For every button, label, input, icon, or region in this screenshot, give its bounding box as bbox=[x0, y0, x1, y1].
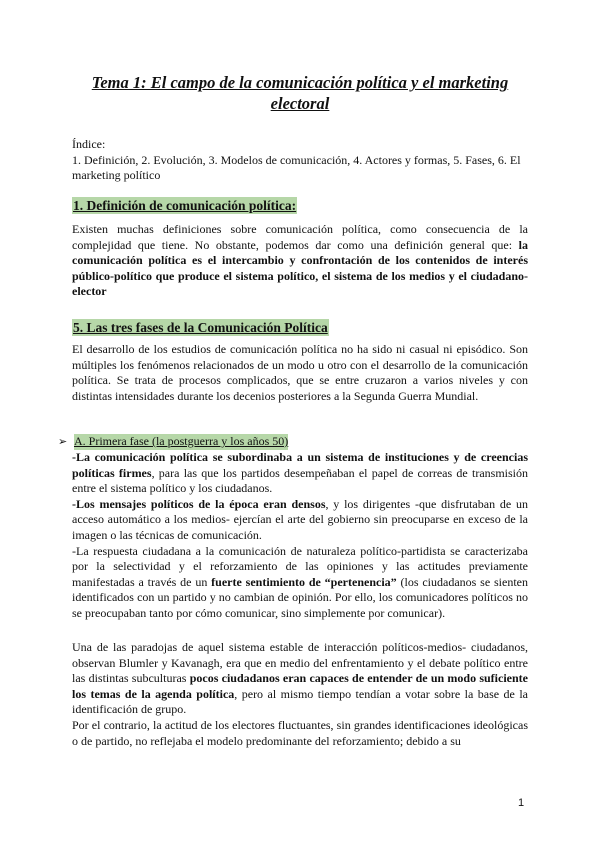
definition-bold: la comunicación política es el intercambio y confrontación de los contenidos de interés público-político que produce el sistema político, el sistema de los medios y el ciudadano-elector bbox=[72, 237, 528, 299]
page-number: 1 bbox=[518, 797, 525, 809]
paradojas-text-end: , pero al mismo tiempo tendían a votar sobre la base de la identificación de grupo. bbox=[72, 686, 528, 717]
fase-a-point-1-text: , para las que los partidos desempeñaban el papel de correas de transmisión entre el sistema político y los ciudadanos. bbox=[72, 465, 528, 496]
fase-a-body bbox=[72, 450, 528, 622]
fase-a-point-2 bbox=[72, 497, 528, 544]
definition-paragraph bbox=[72, 222, 528, 300]
fase-a-point-3 bbox=[72, 544, 528, 622]
fase-a-point-3-text-end: (los ciudadanos se sienten identificados con un partido y no cambian de opinión. Por ello, los comunicadores políticos no se preocupaban tanto por cómo comunicar, sino simplemente por comunicar). bbox=[72, 574, 528, 620]
section-heading-fases: 5. Las tres fases de la Comunicación Política bbox=[73, 320, 328, 335]
section-heading-definicion: 1. Definición de comunicación política: bbox=[73, 198, 297, 213]
contrario-paragraph: Por el contrario, la actitud de los electores fluctuantes, sin grandes identificaciones ideológicas o de partido, no reflejaba el modelo predominante del reforzamiento; debido a su bbox=[72, 718, 528, 748]
paradojas-paragraph bbox=[72, 640, 528, 718]
index-block bbox=[72, 137, 528, 184]
fase-a-point-3-text: -La respuesta ciudadana a la comunicación de naturaleza político-partidista se caracterizaba por la selectividad y el reforzamiento de las opiniones y las actitudes previamente manifestadas a través de un bbox=[72, 543, 528, 589]
fase-a-heading: A. Primera fase (la postguerra y los años 50) bbox=[74, 434, 289, 448]
fase-a-point-1 bbox=[72, 450, 528, 497]
paradojas-bold: pocos ciudadanos eran capaces de entender de un modo suficiente los temas de la agenda política bbox=[72, 671, 528, 701]
fase-a-point-2-bold: -Los mensajes políticos de la época eran densos bbox=[72, 496, 326, 511]
index-label: Índice: bbox=[72, 137, 106, 151]
index-text: 1. Definición, 2. Evolución, 3. Modelos de comunicación, 4. Actores y formas, 5. Fases, 6. El marketing político bbox=[72, 152, 521, 183]
document-title: Tema 1: El campo de la comunicación política y el marketing electoral bbox=[91, 73, 509, 113]
definition-text: Existen muchas definiciones sobre comunicación política, como consecuencia de la complejidad que tiene. No obstante, podemos dar como una definición general que: bbox=[72, 222, 528, 252]
fase-a-point-2-text: , y los dirigentes -que disfrutaban de un acceso automático a los medios- ejercían el arte del gobierno sin preocuparse en exceso de la imagen o las técnicas de comunicación. bbox=[72, 496, 528, 542]
paradojas-text: Una de las paradojas de aquel sistema estable de interacción políticos-medios- ciudadanos, observan Blumler y Kavanagh, era que en medio del enfrentamiento y el debate político entre las distintas subculturas bbox=[72, 640, 528, 686]
arrow-right-icon: ➢ bbox=[58, 435, 68, 448]
fases-intro-paragraph: El desarrollo de los estudios de comunicación política no ha sido ni casual ni episódico. Son múltiples los fenómenos relacionados de un modo u otro con el desarrollo de la comunicación política. Se trata de procesos complicados, que se entre cruzaron a varios niveles y con distintas intensidades durante los decenios posteriores a la Segunda Guerra Mundial. bbox=[72, 342, 528, 403]
fase-a-point-3-bold: fuerte sentimiento de “pertenencia” bbox=[211, 574, 397, 589]
fase-a-point-1-bold: -La comunicación política se subordinaba a un sistema de instituciones y de creencias políticas firmes bbox=[72, 450, 528, 480]
